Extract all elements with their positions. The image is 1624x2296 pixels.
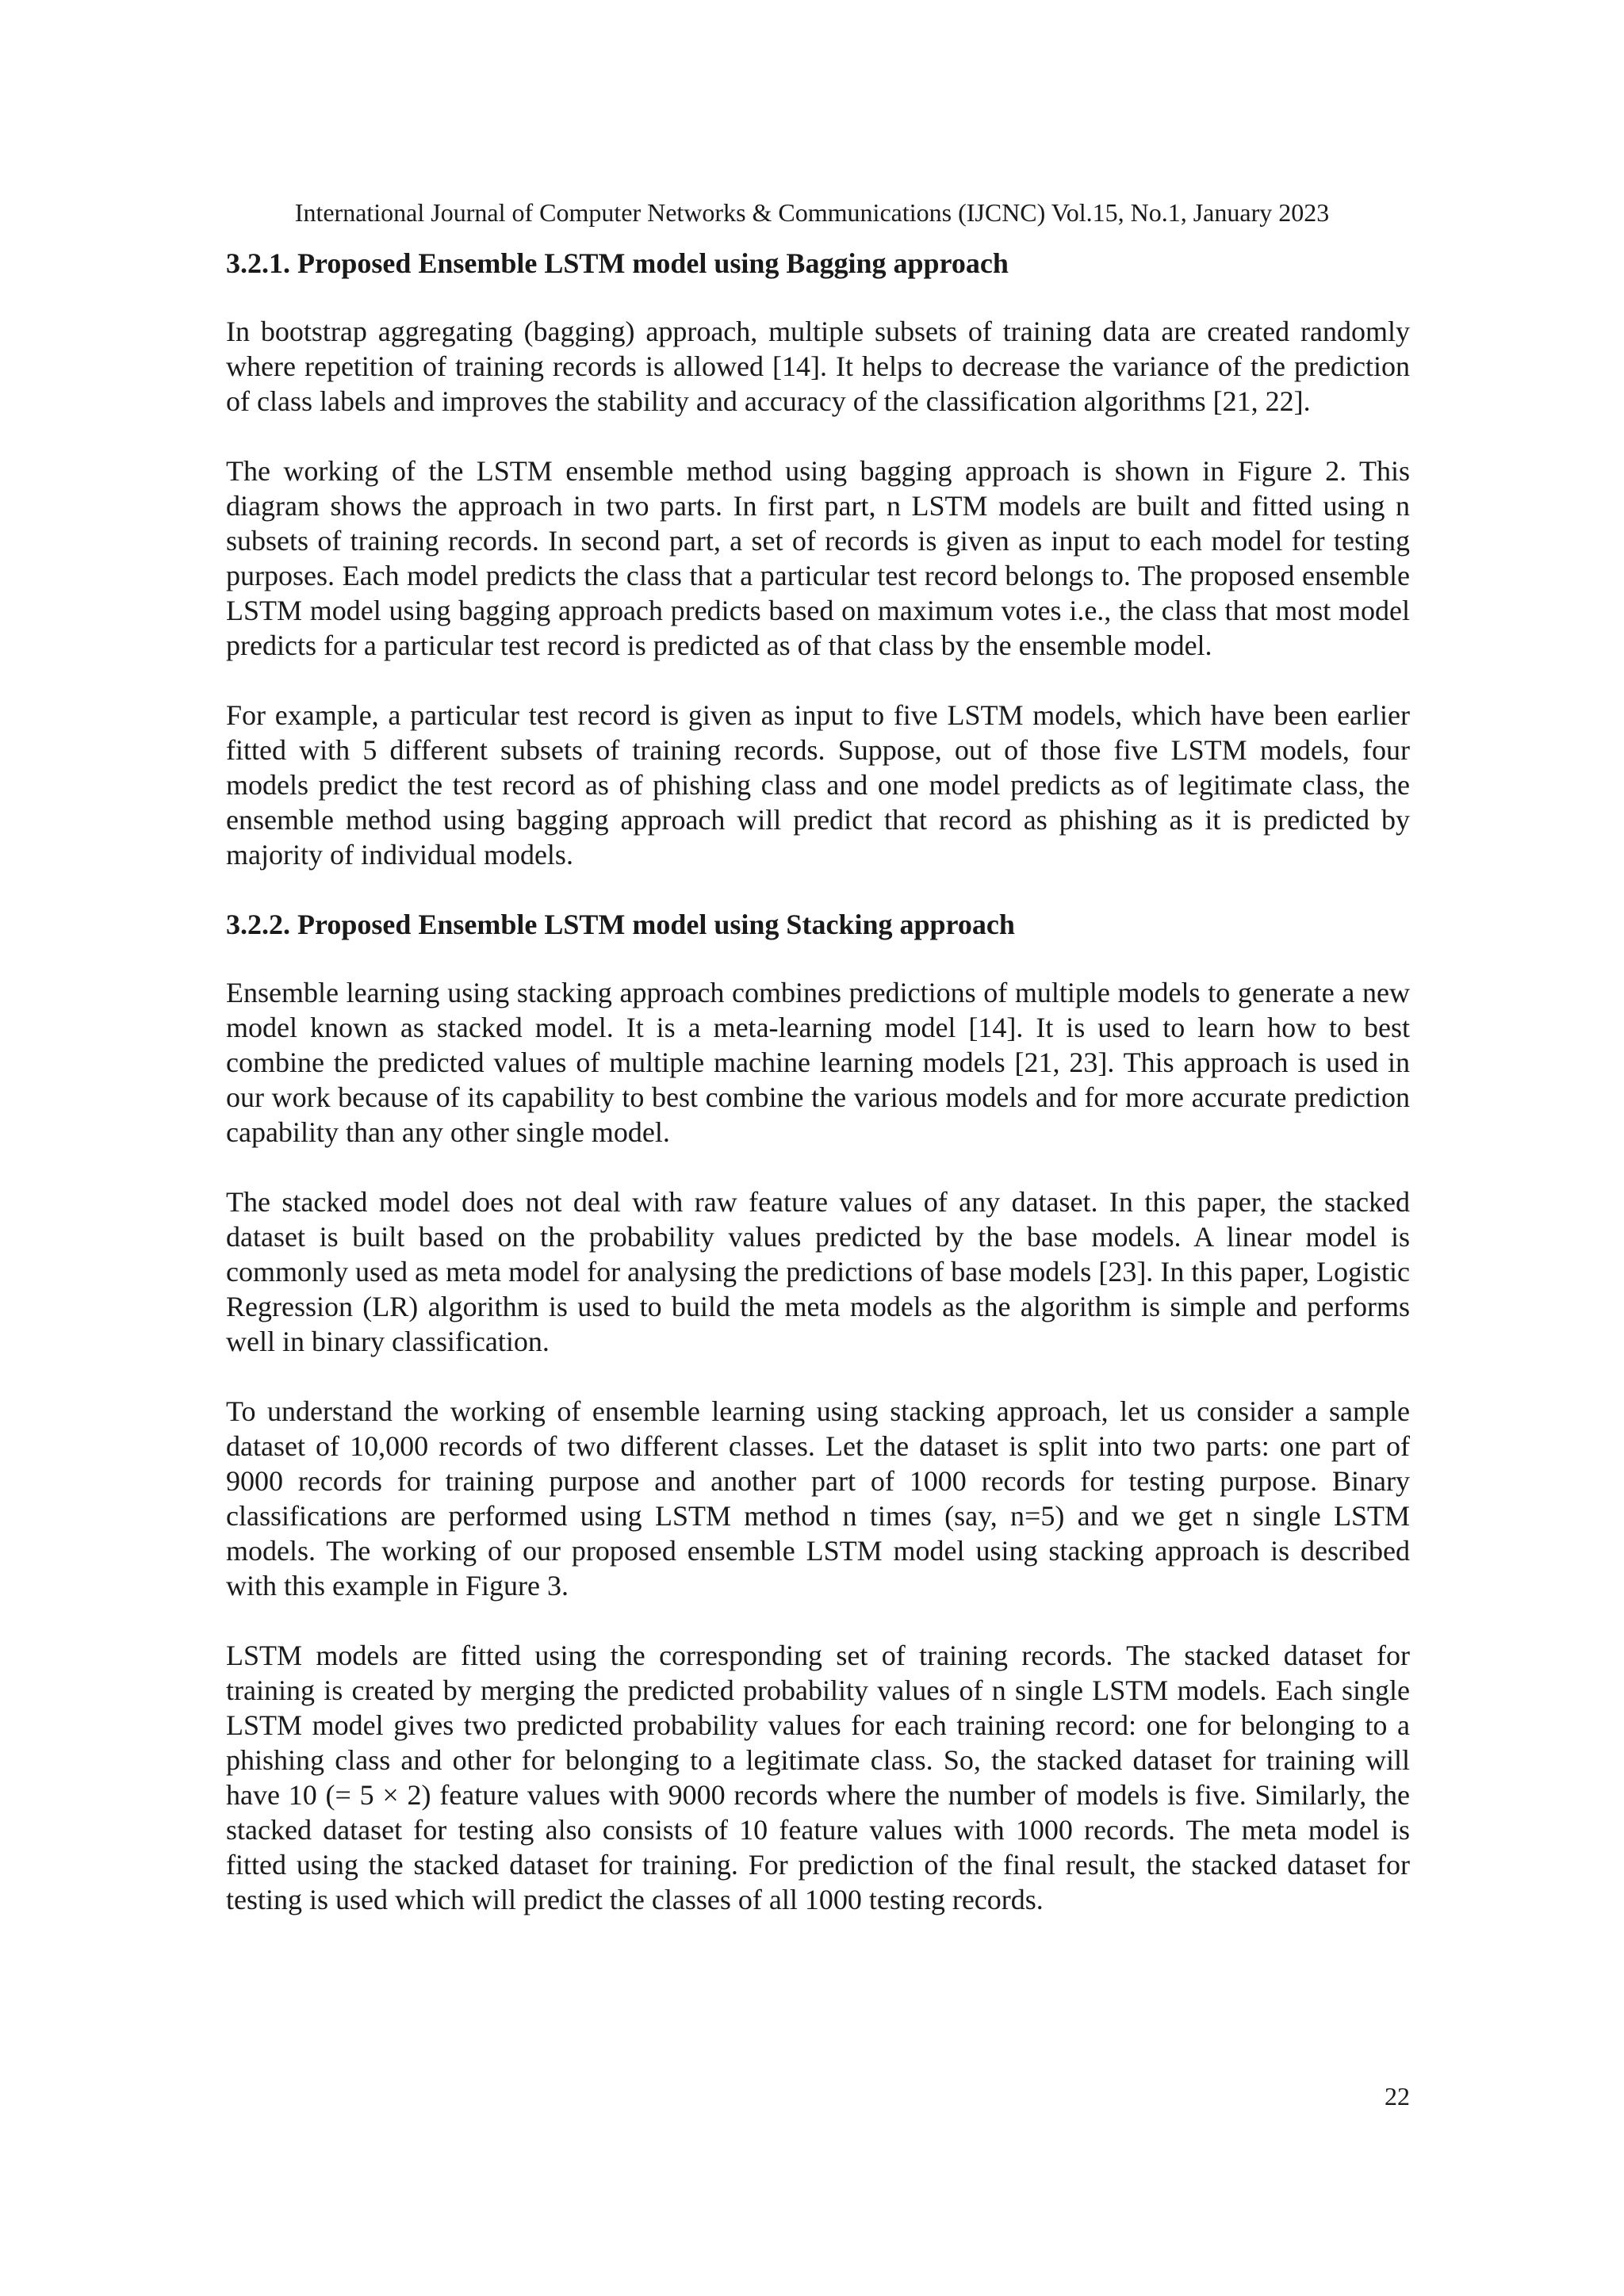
section-heading-bagging: 3.2.1. Proposed Ensemble LSTM model using Bagging approach bbox=[226, 247, 1009, 279]
paragraph: The working of the LSTM ensemble method using bagging approach is shown in Figure 2. This diagram shows the approach in two parts. In first part, n LSTM models are built and fitted using n subsets of training records. In second part, a set of records is given as input to each model for testing purposes. Each model predicts the class that a particular test record belongs to. The proposed ensemble LSTM model using bagging approach predicts based on maximum votes i.e., the class that most model predicts for a particular test record is predicted as of that class by the ensemble model. bbox=[226, 455, 1410, 661]
paragraph: Ensemble learning using stacking approach combines predictions of multiple models to generate a new model known as stacked model. It is a meta-learning model [14]. It is used to learn how to best combine the predicted values of multiple machine learning models [21, 23]. This approach is used in our work because of its capability to best combine the various models and for more accurate prediction capability than any other single model. bbox=[226, 977, 1410, 1148]
section-heading-stacking: 3.2.2. Proposed Ensemble LSTM model using Stacking approach bbox=[226, 909, 1015, 940]
paragraph: The stacked model does not deal with raw feature values of any dataset. In this paper, the stacked dataset is built based on the probability values predicted by the base models. A linear model is commonly used as meta model for analysing the predictions of base models [23]. In this paper, Logistic Regression (LR) algorithm is used to build the meta models as the algorithm is simple and performs well in binary classification. bbox=[226, 1186, 1410, 1357]
paragraph: To understand the working of ensemble learning using stacking approach, let us consider a sample dataset of 10,000 records of two different classes. Let the dataset is split into two parts: one part of 9000 records for training purpose and another part of 1000 records for testing purpose. Binary classifications are performed using LSTM method n times (say, n=5) and we get n single LSTM models. The working of our proposed ensemble LSTM model using stacking approach is described with this example in Figure 3. bbox=[226, 1395, 1410, 1601]
paragraph: For example, a particular test record is given as input to five LSTM models, which have been earlier fitted with 5 different subsets of training records. Suppose, out of those five LSTM models, four models predict the test record as of phishing class and one model predicts as of legitimate class, the ensemble method using bagging approach will predict that record as phishing as it is predicted by majority of individual models. bbox=[226, 699, 1410, 871]
paragraph: LSTM models are fitted using the corresponding set of training records. The stacked dataset for training is created by merging the predicted probability values of n single LSTM models. Each single LSTM model gives two predicted probability values for each training record: one for belonging to a phishing class and other for belonging to a legitimate class. So, the stacked dataset for training will have 10 (= 5 × 2) feature values with 9000 records where the number of models is five. Similarly, the stacked dataset for testing also consists of 10 feature values with 1000 records. The meta model is fitted using the stacked dataset for training. For prediction of the final result, the stacked dataset for testing is used which will predict the classes of all 1000 testing records. bbox=[226, 1640, 1410, 1915]
page-body bbox=[226, 246, 1410, 1952]
page-number: 22 bbox=[1385, 2082, 1410, 2110]
running-header: International Journal of Computer Networks & Communications (IJCNC) Vol.15, No.1, January 2023 bbox=[294, 198, 1330, 227]
paragraph: In bootstrap aggregating (bagging) approach, multiple subsets of training data are created randomly where repetition of training records is allowed [14]. It helps to decrease the variance of the prediction of class labels and improves the stability and accuracy of the classification algorithms [21, 22]. bbox=[226, 316, 1410, 417]
